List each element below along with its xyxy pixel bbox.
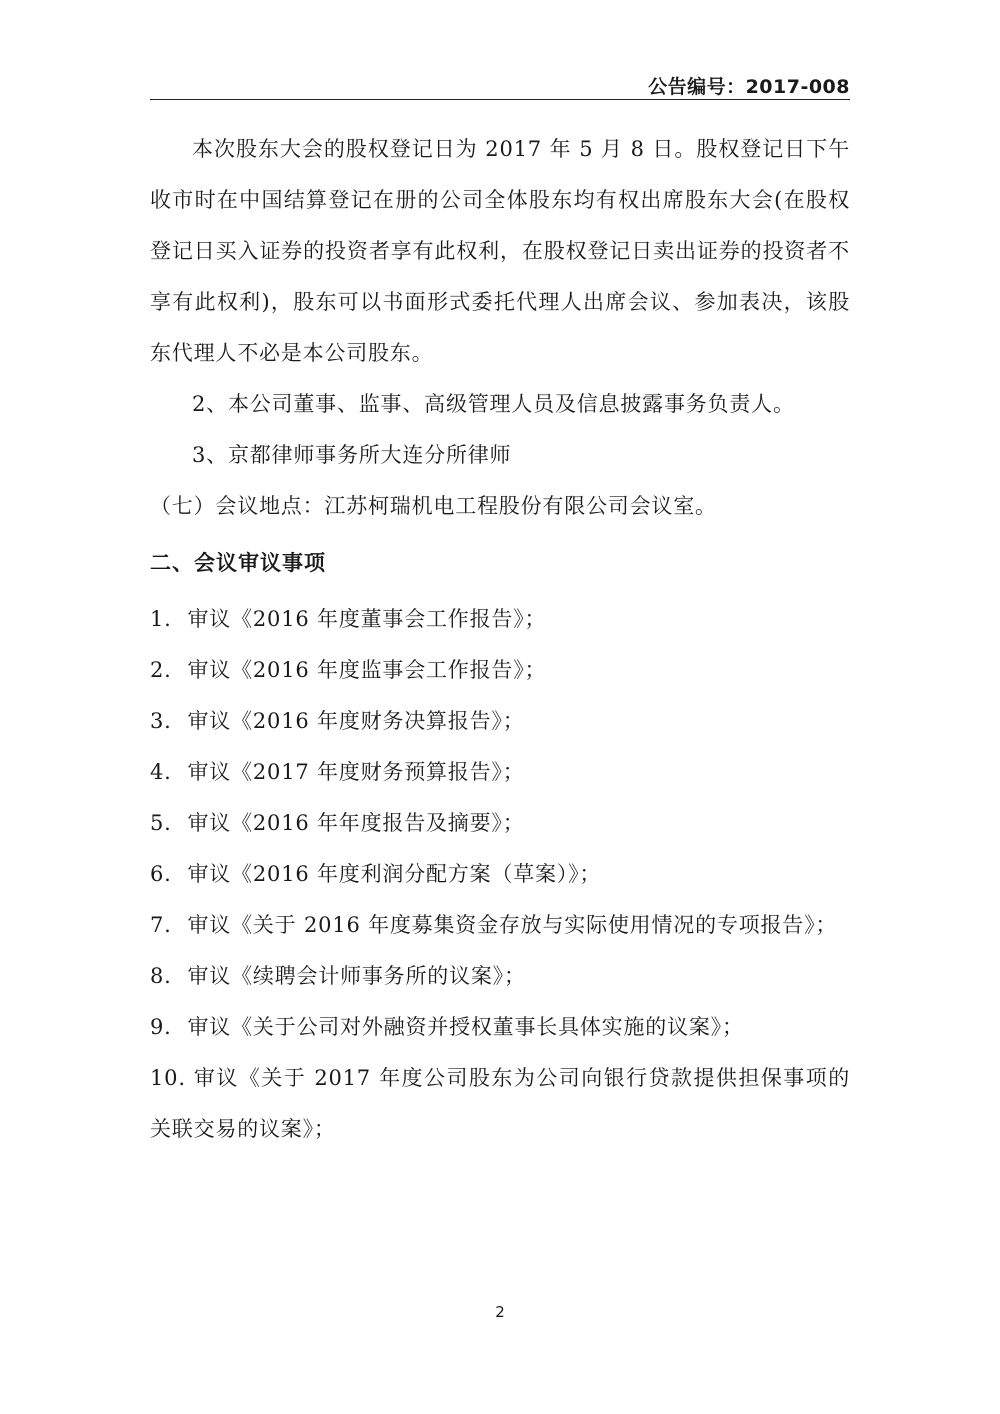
section-heading: 二、会议审议事项 [150,551,326,575]
agenda-item [150,645,850,696]
agenda-item-number: 6. [150,862,172,886]
agenda-item-text: 审议《关于 2016 年度募集资金存放与实际使用情况的专项报告》； [187,913,838,937]
agenda-item-text: 审议《2016 年度董事会工作报告》； [187,607,547,631]
agenda-item-text: 审议《2016 年度监事会工作报告》； [187,658,547,682]
agenda-item-text: 审议《2017 年度财务预算报告》； [187,760,525,784]
agenda-item [150,1002,850,1053]
agenda-item [150,798,850,849]
document-body [150,124,850,1155]
agenda-item-text: 审议《2016 年年度报告及摘要》； [187,811,525,835]
meeting-location: （七）会议地点：江苏柯瑞机电工程股份有限公司会议室。 [150,494,717,518]
announcement-number: 公告编号：2017-008 [648,76,850,98]
agenda-item-text: 审议《关于公司对外融资并授权董事长具体实施的议案》； [187,1015,744,1039]
agenda-item [150,951,850,1002]
agenda-item-number: 2. [150,658,172,682]
agenda-item [150,747,850,798]
agenda-item-number: 1. [150,607,172,631]
agenda-item-text: 审议《2016 年度财务决算报告》； [187,709,525,733]
agenda-item-number: 7. [150,913,172,937]
agenda-item [150,696,850,747]
attendee-item-3: 3、京都律师事务所大连分所律师 [192,443,512,467]
agenda-item-number: 5. [150,811,172,835]
agenda-item [150,900,850,951]
registration-paragraph: 本次股东大会的股权登记日为 2017 年 5 月 8 日。股权登记日下午收市时在中国结算登记在册的公司全体股东均有权出席股东大会(在股权登记日买入证券的投资者享有此权利，在股权登记日卖出证券的投资者不享有此权利)，股东可以书面形式委托代理人出席会议、参加表决，该股东代理人不必是本公司股东。 [150,137,850,365]
attendee-item-2: 2、本公司董事、监事、高级管理人员及信息披露事务负责人。 [192,392,795,416]
agenda-item-number: 8. [150,964,172,988]
agenda-item-number: 9. [150,1015,172,1039]
agenda-item-number: 4. [150,760,172,784]
header-divider [150,99,850,100]
agenda-item [150,849,850,900]
agenda-item [150,594,850,645]
agenda-item-text: 审议《续聘会计师事务所的议案》； [187,964,526,988]
agenda-item-number: 3. [150,709,172,733]
agenda-item-text: 审议《2016 年度利润分配方案（草案）》； [187,862,602,886]
agenda-item-10: 10. 审议《关于 2017 年度公司股东为公司向银行贷款提供担保事项的关联交易的议案》； [150,1066,850,1141]
page-number: 2 [495,1303,505,1321]
